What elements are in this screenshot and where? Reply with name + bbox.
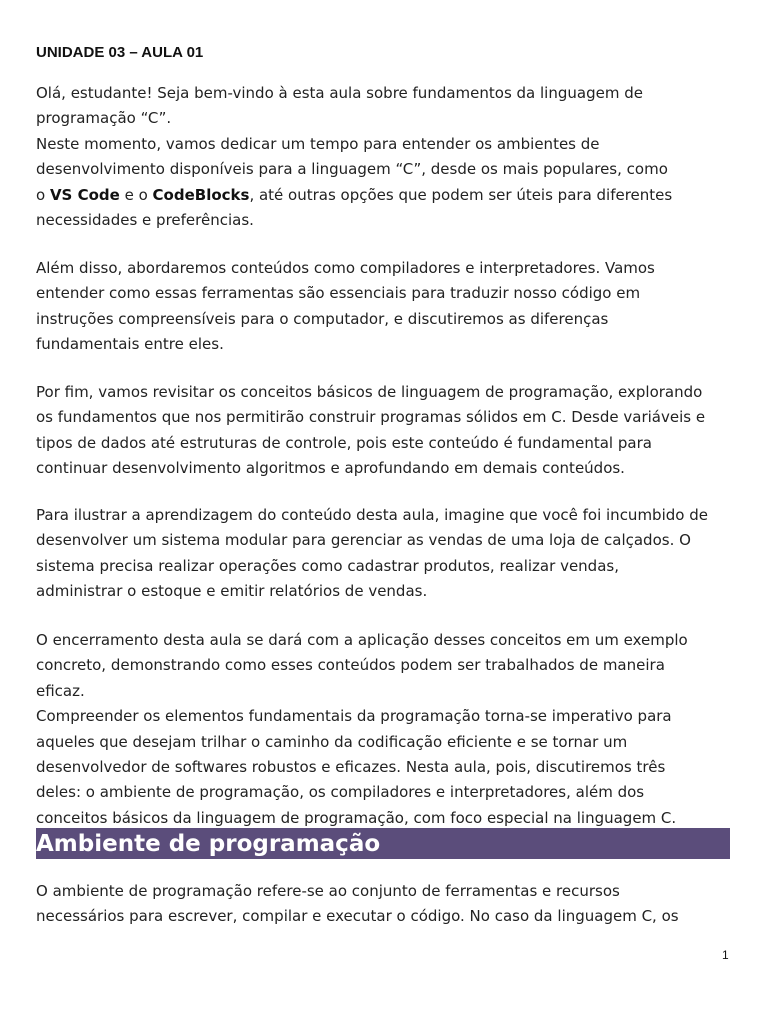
unit-title: UNIDADE 03 – AULA 01 xyxy=(36,44,204,61)
paragraph-text: Para ilustrar a aprendizagem do conteúdo desta aula, imagine que você foi incumbido de desenvolver um sistema modular para gerenciar as vendas de uma loja de calçados. O sistema precisa realizar operações como cadastrar produtos, realizar vendas, administrar o estoque e emitir relatórios de vendas. xyxy=(36,506,708,601)
paragraph-compilers xyxy=(36,256,736,358)
intro-text-end: , até outras opções que podem ser úteis para diferentes necessidades e preferências. xyxy=(36,185,673,230)
section-paragraph xyxy=(36,879,736,930)
paragraph-text: Por fim, vamos revisitar os conceitos básicos de linguagem de programação, explorando os fundamentos que nos permitirão construir programas sólidos em C. Desde variáveis e tipos de dados até estruturas de controle, pois este conteúdo é fundamental para continuar desenvolvimento algoritmos e aprofundando em demais conteúdos. xyxy=(36,383,706,478)
paragraph-text: Além disso, abordaremos conteúdos como compiladores e interpretadores. Vamos entender como essas ferramentas são essenciais para traduzir nosso código em instruções compreensíveis para o computador, e discutiremos as diferenças fundamentais entre eles. xyxy=(36,259,655,354)
paragraph-closing xyxy=(36,628,736,831)
codeblocks-term: CodeBlocks xyxy=(152,185,250,204)
intro-text-mid: e o xyxy=(119,185,153,204)
intro-text-start: Olá, estudante! Seja bem-vindo à esta aula sobre fundamentos da linguagem de programação “C”. Neste momento, vamos dedicar um tempo para entender os ambientes de desenvolvimento disponíveis para a linguagem “C”, desde os mais populares, como o xyxy=(36,84,668,204)
section-heading: Ambiente de programação xyxy=(36,831,381,857)
paragraph-text: O ambiente de programação refere-se ao conjunto de ferramentas e recursos necessários para escrever, compilar e executar o código. No caso da linguagem C, os xyxy=(36,882,679,926)
page-number: 1 xyxy=(722,948,729,962)
vscode-term: VS Code xyxy=(49,185,120,204)
paragraph-example xyxy=(36,503,736,605)
paragraph-basics xyxy=(36,380,736,482)
paragraph-text: O encerramento desta aula se dará com a aplicação desses conceitos em um exemplo concreto, demonstrando como esses conteúdos podem ser trabalhados de maneira eficaz. Compreender os elementos fundamentais da programação torna-se imperativo para aqueles que desejam trilhar o caminho da codificação eficiente e se tornar um desenvolvedor de softwares robustos e eficazes. Nesta aula, pois, discutiremos três deles: o ambiente de programação, os compiladores e interpretadores, além dos conceitos básicos da linguagem de programação, com foco especial na linguagem C. xyxy=(36,631,688,827)
intro-paragraph xyxy=(36,81,736,233)
